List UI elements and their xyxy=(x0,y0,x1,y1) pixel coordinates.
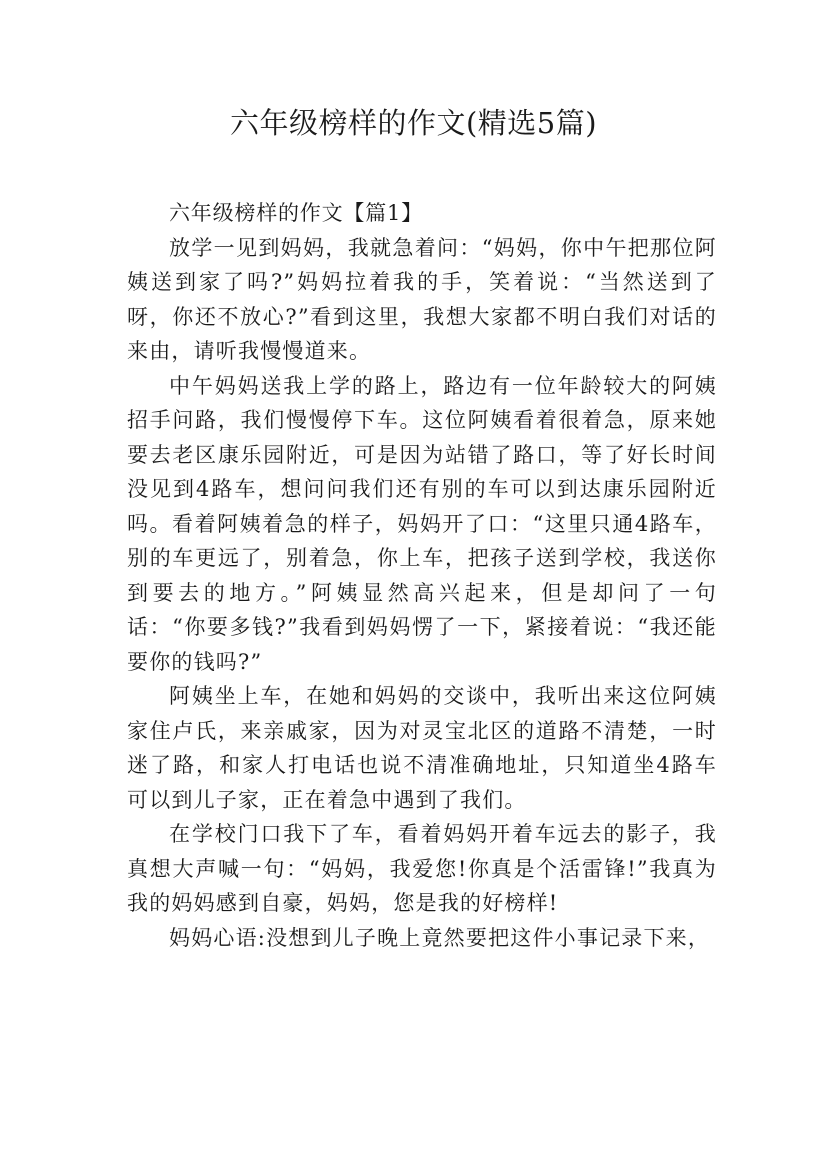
paragraph: 妈妈心语:没想到儿子晚上竟然要把这件小事记录下来， xyxy=(169,925,711,950)
section-heading: 六年级榜样的作文【篇1】 xyxy=(169,201,423,225)
document-title: 六年级榜样的作文(精选5篇) xyxy=(229,106,598,140)
paragraph: 放学一见到妈妈，我就急着问：“妈妈，你中午把那位阿姨送到家了吗?”妈妈拉着我的手，笑着说：“当然送到了呀，你还不放心?”看到这里，我想大家都不明白我们对话的来由，请听我慢慢道来。 xyxy=(127,235,717,363)
paragraph: 在学校门口我下了车，看着妈妈开着车远去的影子，我真想大声喊一句：“妈妈，我爱您!你真是个活雷锋!”我真为我的妈妈感到自豪，妈妈，您是我的好榜样! xyxy=(127,822,717,915)
document-body xyxy=(127,196,717,955)
paragraph: 中午妈妈送我上学的路上，路边有一位年龄较大的阿姨招手问路，我们慢慢停下车。这位阿姨看着很着急，原来她要去老区康乐园附近，可是因为站错了路口，等了好长时间没见到4路车，想问问我们还有别的车可以到达康乐园附近吗。看着阿姨着急的样子，妈妈开了口：“这里只通4路车，别的车更远了，别着急，你上车，把孩子送到学校，我送你到要去的地方。”阿姨显然高兴起来，但是却问了一句话：“你要多钱?”我看到妈妈愣了一下，紧接着说：“我还能要你的钱吗?” xyxy=(127,373,717,674)
paragraph: 阿姨坐上车，在她和妈妈的交谈中，我听出来这位阿姨家住卢氏，来亲戚家，因为对灵宝北区的道路不清楚，一时迷了路，和家人打电话也说不清准确地址，只知道坐4路车可以到儿子家，正在着急中遇到了我们。 xyxy=(127,684,717,812)
